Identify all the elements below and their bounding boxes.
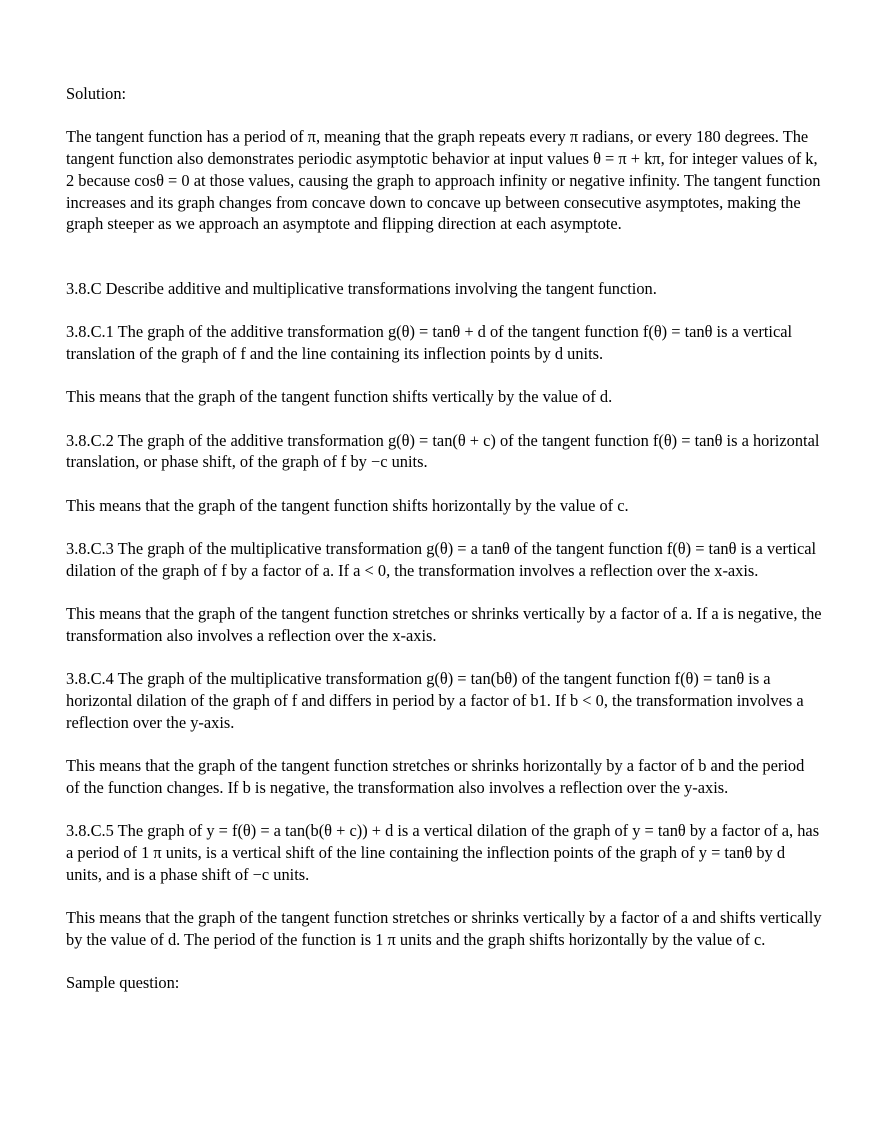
c3-meaning-paragraph: This means that the graph of the tangent function stretches or shrinks vertically by a factor of a. If a is negative, the transformation also involves a reflection over the x-axis.: [66, 604, 822, 646]
c4-meaning-paragraph: This means that the graph of the tangent function stretches or shrinks horizontally by a factor of b and the period of the function changes. If b is negative, the transformation also involves a reflection over the y-axis.: [66, 756, 805, 797]
c1-meaning-paragraph: This means that the graph of the tangent function shifts vertically by the value of d.: [66, 387, 613, 407]
c5-meaning-paragraph: This means that the graph of the tangent function stretches or shrinks vertically by a factor of a and shifts vertically by the value of d. The period of the function is 1 π units and the graph shifts horizontally by the value of c.: [66, 908, 822, 949]
solution-heading: Solution:: [66, 84, 127, 103]
solution-paragraph: The tangent function has a period of π, meaning that the graph repeats every π radians, or every 180 degrees. The tangent function also demonstrates periodic asymptotic behavior at input values θ = π + kπ, for integer values of k, 2 because cosθ = 0 at those values, causing the graph to approach infinity or negative infinity. The tangent function increases and its graph changes from concave down to concave up between consecutive asymptotes, making the graph steeper as we approach an asymptote and flipping direction at each asymptote.: [66, 127, 821, 234]
section-3-8-c-heading: 3.8.C Describe additive and multiplicative transformations involving the tangent function.: [66, 278, 657, 298]
c4-paragraph: 3.8.C.4 The graph of the multiplicative transformation g(θ) = tan(bθ) of the tangent function f(θ) = tanθ is a horizontal dilation of the graph of f and differs in period by a factor of b1. If b < 0, the transformation involves a reflection over the y-axis.: [66, 669, 804, 732]
sample-question-heading: Sample question:: [66, 973, 180, 993]
c1-paragraph: 3.8.C.1 The graph of the additive transformation g(θ) = tanθ + d of the tangent function f(θ) = tanθ is a vertical translation of the graph of f and the line containing its inflection points by d units.: [66, 322, 793, 363]
c2-paragraph: 3.8.C.2 The graph of the additive transformation g(θ) = tan(θ + c) of the tangent function f(θ) = tanθ is a horizontal translation, or phase shift, of the graph of f by −c units.: [66, 430, 820, 472]
c5-paragraph: 3.8.C.5 The graph of y = f(θ) = a tan(b(θ + c)) + d is a vertical dilation of the graph of y = tanθ by a factor of a, has a period of 1 π units, is a vertical shift of the line containing the inflection points of the graph of y = tanθ by d units, and is a phase shift of −c units.: [66, 821, 820, 884]
c2-meaning-paragraph: This means that the graph of the tangent function shifts horizontally by the value of c.: [66, 495, 629, 515]
c3-paragraph: 3.8.C.3 The graph of the multiplicative transformation g(θ) = a tanθ of the tangent function f(θ) = tanθ is a vertical dilation of the graph of f by a factor of a. If a < 0, the transformation involves a reflection over the x-axis.: [66, 539, 817, 580]
